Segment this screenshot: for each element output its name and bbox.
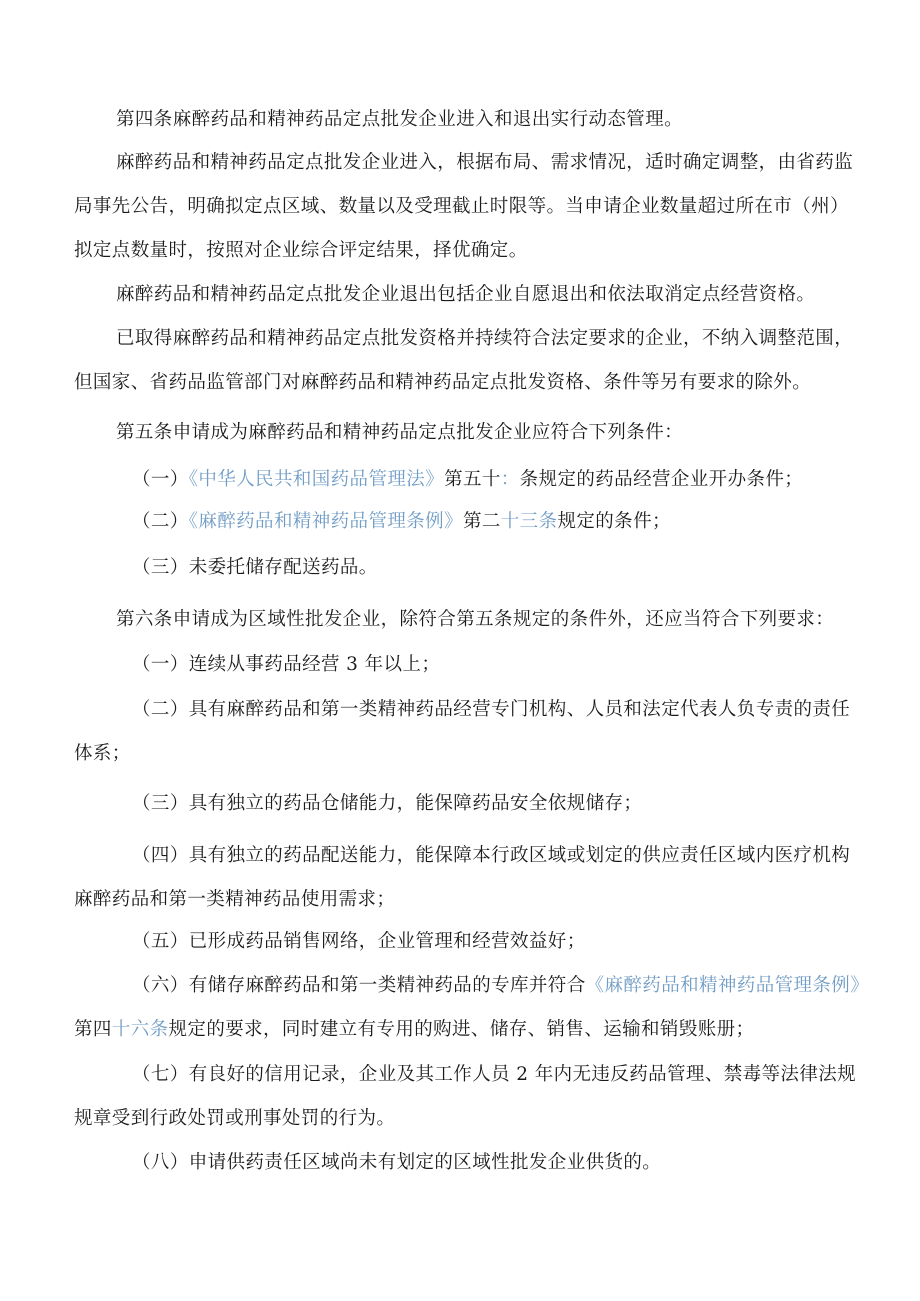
article-4-title: 第四条麻醉药品和精神药品定点批发企业进入和退出实行动态管理。: [116, 109, 684, 130]
article-5-title: 第五条申请成为麻醉药品和精神药品定点批发企业应符合下列条件：: [116, 422, 684, 443]
article-6-item-7: （七）有良好的信用记录，企业及其工作人员 2 年内无违反药品管理、禁毒等法律法规 规章受到行政处罚或刑事处罚的行为。: [74, 1064, 857, 1129]
article-6-item-3: （三）具有独立的药品仓储能力，能保障药品安全依规储存；: [132, 793, 643, 814]
article-6-item-2: （二）具有麻醉药品和第一类精神药品经营专门机构、人员和法定代表人负专责的责任 体系；: [74, 699, 851, 764]
article-6-item-6: （六）有储存麻醉药品和第一类精神药品的专库并符合《麻醉药品和精神药品管理条例》 第四十六条规定的要求，同时建立有专用的购进、储存、销售、运输和销毁账册；: [74, 975, 870, 1040]
article-6-item-1: （一）连续从事药品经营 3 年以上；: [132, 654, 441, 675]
article-5-item-2: （二）《麻醉药品和精神药品管理条例》第二十三条规定的条件；: [132, 511, 671, 532]
clause-link[interactable]: ：: [500, 469, 520, 490]
regulation-reference-link[interactable]: 《麻醉药品和精神药品管理条例》: [585, 975, 870, 996]
article-6-item-4: （四）具有独立的药品配送能力，能保障本行政区域或划定的供应责任区域内医疗机构 麻醉药品和第一类精神药品使用需求；: [74, 845, 851, 910]
article-6-item-8: （八）申请供药责任区域尚未有划定的区域性批发企业供货的。: [132, 1152, 662, 1173]
article-4-paragraph-2: 麻醉药品和精神药品定点批发企业退出包括企业自愿退出和依法取消定点经营资格。: [116, 284, 816, 305]
article-5-item-1: （一）《中华人民共和国药品管理法》第五十：条规定的药品经营企业开办条件；: [132, 469, 804, 490]
clause-link[interactable]: 十三条: [500, 511, 558, 532]
article-6-title: 第六条申请成为区域性批发企业，除符合第五条规定的条件外，还应当符合下列要求：: [116, 609, 835, 630]
article-6-item-5: （五）已形成药品销售网络，企业管理和经营效益好；: [132, 931, 586, 952]
regulation-reference-link[interactable]: 《麻醉药品和精神药品管理条例》: [188, 511, 463, 532]
article-5-item-3: （三）未委托储存配送药品。: [132, 557, 378, 578]
law-reference-link[interactable]: 《中华人民共和国药品管理法》: [188, 469, 445, 490]
article-4-paragraph-3: 已取得麻醉药品和精神药品定点批发资格并持续符合法定要求的企业，不纳入调整范围， 但国家、省药品监管部门对麻醉药品和精神药品定点批发资格、条件等另有要求的除外。: [74, 328, 854, 393]
article-4-paragraph-1: 麻醉药品和精神药品定点批发企业进入，根据布局、需求情况，适时确定调整，由省药监 局事先公告，明确拟定点区域、数量以及受理截止时限等。当申请企业数量超过所在市（州） 拟定点数量时，按照对企业综合评定结果，择优确定。: [74, 152, 854, 261]
clause-link[interactable]: 十六条: [111, 1019, 169, 1040]
